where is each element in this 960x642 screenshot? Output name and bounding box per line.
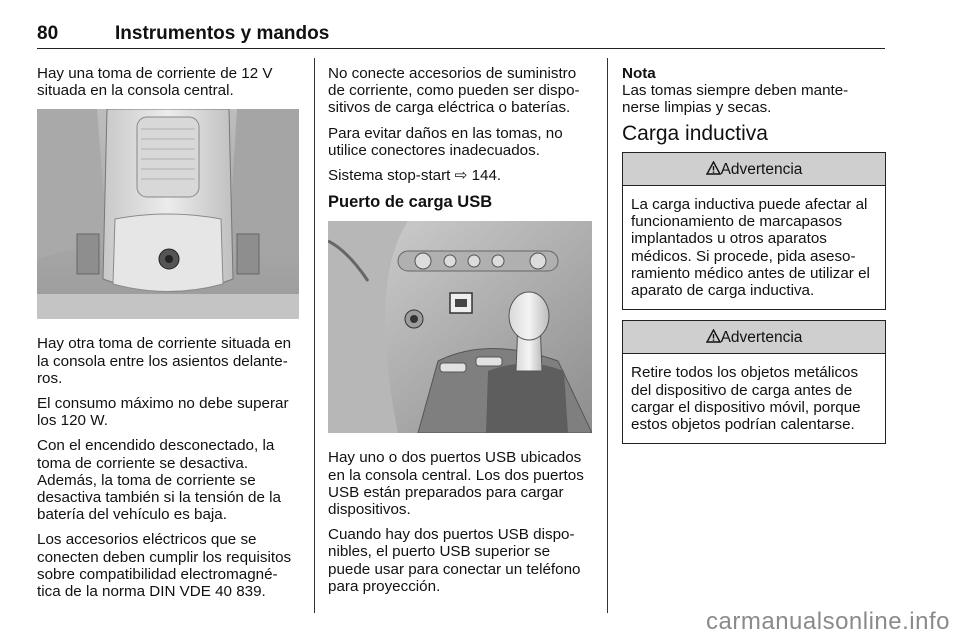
paragraph-ignition: Con el encendido desconectado, la toma de corriente se desactiva. Además, la toma de corriente se desactiva también si la tensión de la batería del vehículo es baja. (37, 437, 281, 524)
warning-title: Advertencia (720, 329, 803, 347)
paragraph-accessories: Los accesorios eléctricos que se conecten deben cumplir los requisitos sobre compatibilidad electromagné-tica de la norma DIN VDE 40 839. (37, 531, 292, 601)
column-left (37, 65, 300, 608)
page-reference-arrow-icon: ⇨ (454, 167, 468, 185)
usb-port-illustration (328, 221, 592, 433)
column-divider (314, 58, 315, 613)
watermark: carmanualsonline.info (706, 608, 950, 635)
section-heading: Carga inductiva (622, 121, 768, 145)
warning-text: Retire todos los objetos metálicos del dispositivo de carga antes de cargar el dispositivo móvil, porque estos objetos podrían calentarse. (631, 364, 861, 434)
warning-box (622, 320, 886, 444)
column-divider (607, 58, 608, 613)
paragraph-avoid-damage: Para evitar daños en las tomas, no utilice conectores inadecuados. (328, 124, 563, 159)
column-right (622, 65, 886, 454)
paragraph-second-socket: Hay otra toma de corriente situada en la consola entre los asientos delante-ros. (37, 335, 292, 387)
paragraph-no-chargers: No conecte accesorios de suministro de corriente, como pueden ser dispo-sitivos de carga eléctrica o baterías. (328, 65, 580, 117)
paragraph-max-power: El consumo máximo no debe superar los 120 W. (37, 395, 289, 430)
warning-header (623, 321, 885, 354)
intro-paragraph: Hay una toma de corriente de 12 V situada en la consola central. (37, 65, 273, 100)
page-title: Instrumentos y mandos (115, 23, 330, 44)
stop-start-page-link[interactable]: 144. (471, 167, 502, 185)
warning-text: La carga inductiva puede afectar al funcionamiento de marcapasos implantados u otros aparatos médicos. Si procede, pida aseso-ramiento médico antes de utilizar el aparato de carga inductiva. (631, 196, 870, 300)
column-middle (328, 65, 594, 603)
center-console-socket-illustration (37, 109, 299, 319)
paragraph-usb-location: Hay uno o dos puertos USB ubicados en la consola central. Los dos puertos USB están preparados para cargar dispositivos. (328, 449, 584, 519)
page-header (37, 20, 885, 49)
warning-title: Advertencia (720, 160, 803, 178)
paragraph-stop-start (328, 167, 594, 184)
warning-box (622, 152, 886, 310)
usb-subheading: Puerto de carga USB (328, 193, 493, 212)
stop-start-text: Sistema stop-start (328, 167, 451, 185)
note-block (622, 65, 886, 117)
warning-triangle-icon (706, 329, 721, 343)
paragraph-usb-projection: Cuando hay dos puertos USB dispo-nibles, el puerto USB superior se puede usar para conectar un teléfono para proyección. (328, 526, 581, 595)
warning-header (623, 153, 885, 186)
note-text: Las tomas siempre deben mante-nerse limpias y secas. (622, 82, 849, 117)
note-title: Nota (622, 65, 656, 82)
page-number: 80 (37, 23, 59, 44)
warning-triangle-icon (706, 161, 721, 175)
